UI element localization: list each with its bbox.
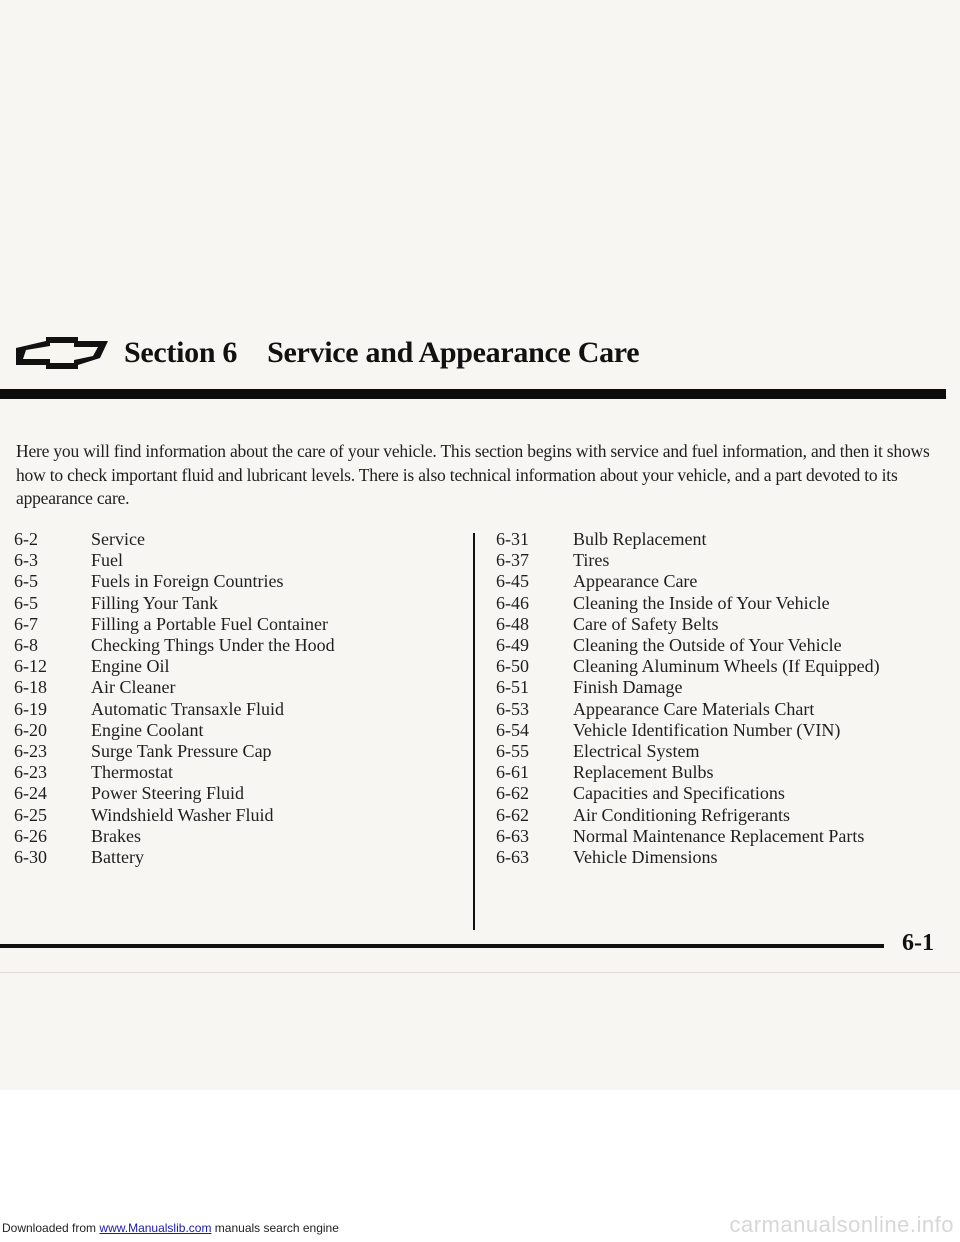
- page-number: 6-1: [902, 930, 934, 956]
- chevrolet-bowtie-icon: [14, 335, 110, 371]
- contents-entry: [496, 656, 880, 677]
- entry-page: 6-46: [496, 592, 529, 613]
- contents-entry: [496, 826, 880, 847]
- download-prefix: Downloaded from: [2, 1221, 97, 1235]
- entry-page: 6-55: [496, 740, 529, 761]
- entry-page: 6-5: [14, 571, 38, 592]
- contents-entry: [496, 847, 880, 868]
- entry-topic: Appearance Care: [573, 571, 698, 592]
- contents-entry: [496, 529, 880, 550]
- entry-topic: Vehicle Identification Number (VIN): [573, 719, 841, 740]
- entry-topic: Care of Safety Belts: [573, 613, 719, 634]
- entry-topic: Normal Maintenance Replacement Parts: [573, 825, 865, 846]
- entry-topic: Air Conditioning Refrigerants: [573, 804, 790, 825]
- entry-page: 6-48: [496, 613, 529, 634]
- entry-topic: Cleaning the Inside of Your Vehicle: [573, 592, 830, 613]
- contents-entry: [14, 847, 335, 868]
- entry-page: 6-53: [496, 698, 529, 719]
- entry-topic: Fuel: [91, 550, 124, 571]
- contents-entry: [14, 762, 335, 783]
- contents-entry: [496, 677, 880, 698]
- section-label: Section 6: [124, 336, 238, 369]
- column-divider: [473, 533, 475, 930]
- download-suffix: manuals search engine: [214, 1221, 339, 1235]
- entry-topic: Battery: [91, 846, 144, 867]
- contents-entry: [14, 720, 335, 741]
- entry-page: 6-7: [14, 613, 38, 634]
- contents-entry: [14, 677, 335, 698]
- contents-entry: [496, 635, 880, 656]
- entry-page: 6-63: [496, 846, 529, 867]
- entry-topic: Electrical System: [573, 740, 700, 761]
- contents-entry: [14, 826, 335, 847]
- entry-page: 6-3: [14, 550, 38, 571]
- entry-page: 6-62: [496, 783, 529, 804]
- entry-page: 6-5: [14, 592, 38, 613]
- entry-topic: Cleaning the Outside of Your Vehicle: [573, 635, 842, 656]
- entry-topic: Tires: [573, 550, 610, 571]
- entry-topic: Automatic Transaxle Fluid: [91, 698, 284, 719]
- entry-page: 6-45: [496, 571, 529, 592]
- entry-topic: Service: [91, 529, 145, 550]
- contents-entry: [496, 783, 880, 804]
- contents-entry: [14, 550, 335, 571]
- entry-topic: Checking Things Under the Hood: [91, 635, 335, 656]
- contents-entry: [14, 635, 335, 656]
- entry-topic: Capacities and Specifications: [573, 783, 785, 804]
- entry-page: 6-62: [496, 804, 529, 825]
- contents-entry: [14, 571, 335, 592]
- contents-entry: [496, 762, 880, 783]
- entry-page: 6-26: [14, 825, 47, 846]
- title-rule: [0, 389, 946, 399]
- entry-page: 6-63: [496, 825, 529, 846]
- entry-page: 6-31: [496, 529, 529, 550]
- entry-topic: Windshield Washer Fluid: [91, 804, 274, 825]
- entry-topic: Power Steering Fluid: [91, 783, 244, 804]
- contents-entry: [496, 593, 880, 614]
- entry-page: 6-24: [14, 783, 47, 804]
- section-title: Service and Appearance Care: [267, 336, 640, 369]
- footer-rule-thin: [0, 972, 960, 973]
- entry-page: 6-61: [496, 762, 529, 783]
- entry-page: 6-30: [14, 846, 47, 867]
- watermark: carmanualsonline.info: [729, 1212, 954, 1237]
- entry-topic: Replacement Bulbs: [573, 762, 714, 783]
- contents-entry: [496, 804, 880, 825]
- entry-page: 6-2: [14, 529, 38, 550]
- contents-left-column: [14, 529, 335, 868]
- download-note: [2, 1221, 339, 1235]
- entry-topic: Vehicle Dimensions: [573, 846, 718, 867]
- entry-topic: Surge Tank Pressure Cap: [91, 740, 272, 761]
- entry-page: 6-12: [14, 656, 47, 677]
- entry-page: 6-23: [14, 762, 47, 783]
- entry-page: 6-23: [14, 740, 47, 761]
- contents-entry: [14, 804, 335, 825]
- contents-entry: [14, 529, 335, 550]
- entry-topic: Bulb Replacement: [573, 529, 707, 550]
- contents-entry: [496, 571, 880, 592]
- section-header: [14, 328, 639, 378]
- entry-topic: Filling Your Tank: [91, 592, 218, 613]
- entry-topic: Cleaning Aluminum Wheels (If Equipped): [573, 656, 880, 677]
- entry-topic: Finish Damage: [573, 677, 683, 698]
- contents-entry: [14, 593, 335, 614]
- entry-page: 6-49: [496, 635, 529, 656]
- contents-entry: [14, 699, 335, 720]
- contents-entry: [496, 614, 880, 635]
- contents-entry: [14, 783, 335, 804]
- entry-topic: Air Cleaner: [91, 677, 176, 698]
- contents-right-column: [496, 529, 880, 868]
- entry-page: 6-19: [14, 698, 47, 719]
- entry-topic: Brakes: [91, 825, 141, 846]
- contents-entry: [14, 656, 335, 677]
- footer-rule: [0, 944, 884, 948]
- contents-entry: [496, 741, 880, 762]
- contents-entry: [14, 741, 335, 762]
- entry-page: 6-20: [14, 719, 47, 740]
- intro-paragraph: Here you will find information about the care of your vehicle. This section begins with service and fuel information, and then it shows how to check important fluid and lubricant levels. There is also technical information about your vehicle, and a part devoted to its appearance care.: [16, 441, 930, 508]
- entry-topic: Thermostat: [91, 762, 173, 783]
- contents-entry: [496, 720, 880, 741]
- entry-topic: Engine Oil: [91, 656, 170, 677]
- entry-topic: Engine Coolant: [91, 719, 204, 740]
- entry-page: 6-37: [496, 550, 529, 571]
- entry-page: 6-25: [14, 804, 47, 825]
- contents-entry: [496, 550, 880, 571]
- contents-entry: [14, 614, 335, 635]
- entry-page: 6-51: [496, 677, 529, 698]
- entry-topic: Filling a Portable Fuel Container: [91, 613, 328, 634]
- contents-entry: [496, 699, 880, 720]
- entry-page: 6-18: [14, 677, 47, 698]
- manualslib-link[interactable]: www.Manualslib.com: [99, 1221, 212, 1235]
- entry-page: 6-54: [496, 719, 529, 740]
- entry-page: 6-50: [496, 656, 529, 677]
- entry-page: 6-8: [14, 635, 38, 656]
- entry-topic: Appearance Care Materials Chart: [573, 698, 815, 719]
- entry-topic: Fuels in Foreign Countries: [91, 571, 284, 592]
